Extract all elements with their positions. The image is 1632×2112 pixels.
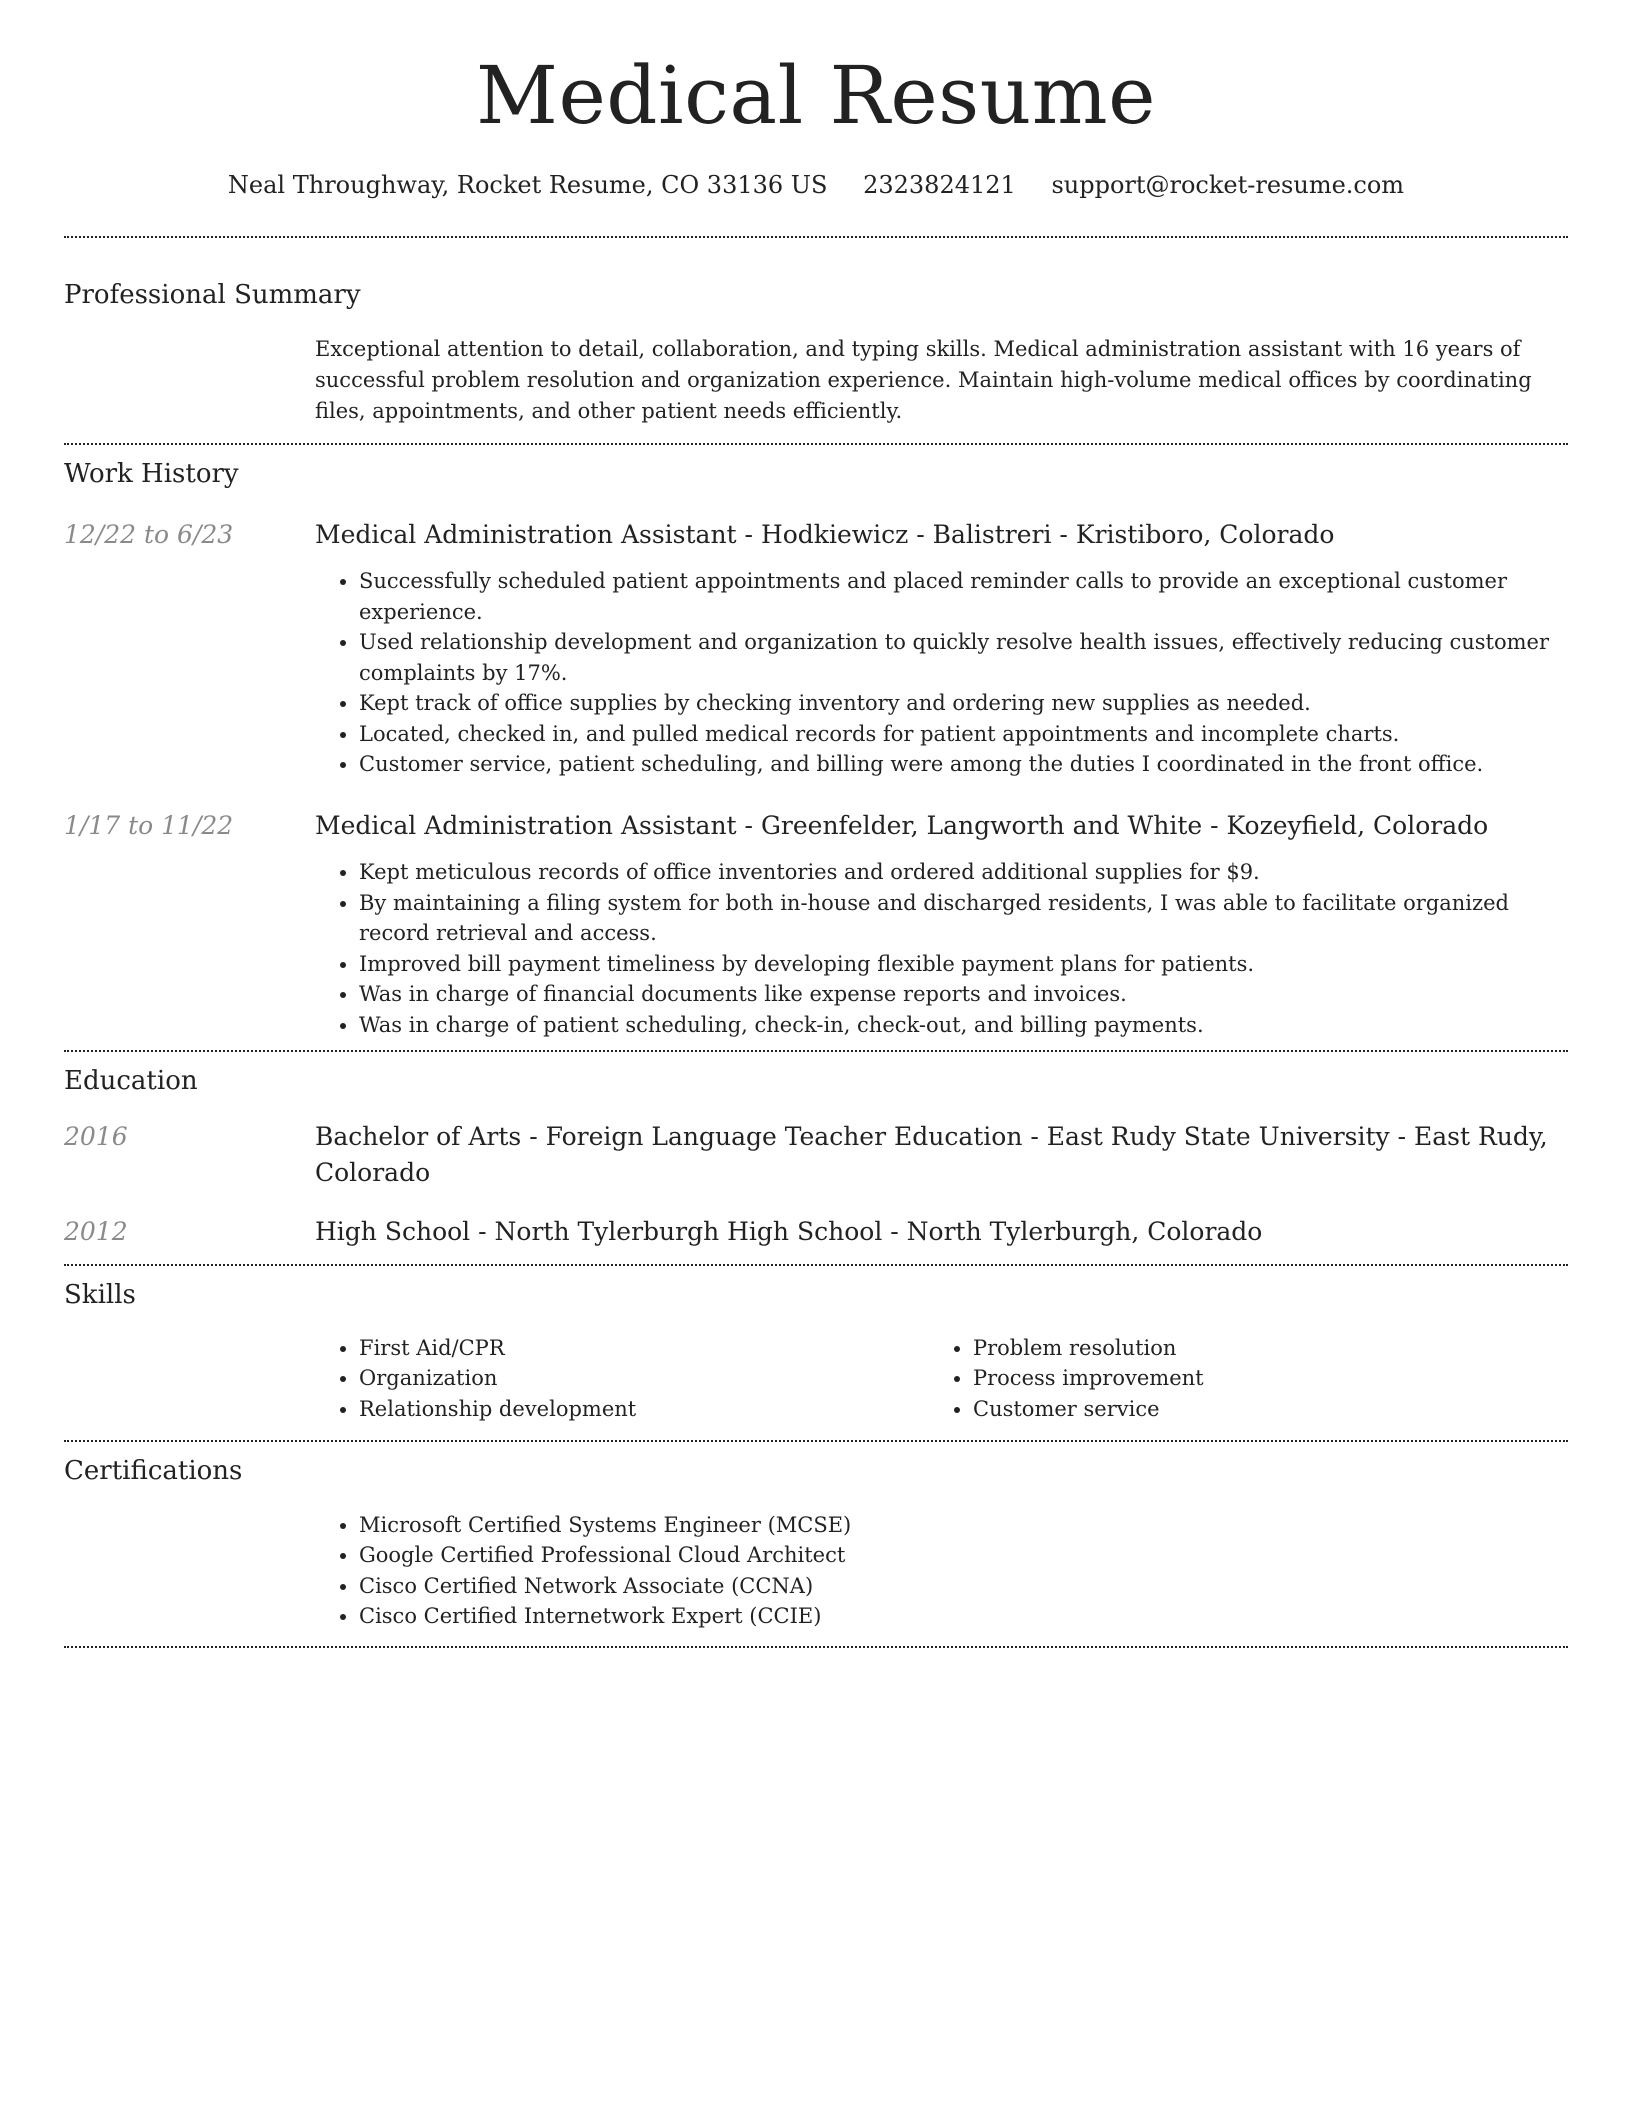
skill-item: • Relationship development [359, 1394, 929, 1425]
education-entry [64, 1119, 1568, 1190]
divider [64, 1646, 1568, 1648]
certifications-section [64, 1456, 1568, 1645]
education-heading: Education [64, 1066, 198, 1097]
skills-section [64, 1280, 1568, 1441]
job-title: Medical Administration Assistant - Hodkiewicz - Balistreri - Kristiboro, Colorado [315, 519, 1335, 549]
job-entry [64, 808, 1568, 1041]
contact-info [64, 170, 1568, 201]
job-duties-list [315, 857, 1568, 1040]
job-duty: • Located, checked in, and pulled medical records for patient appointments and incomplete charts. [359, 719, 1568, 750]
education-entry [64, 1214, 1568, 1250]
certifications-heading: Certifications [64, 1456, 243, 1487]
certification-item: • Cisco Certified Internetwork Expert (CCIE) [359, 1601, 1568, 1632]
resume-page [64, 0, 1568, 1648]
divider [64, 236, 1568, 238]
job-duty: • Was in charge of patient scheduling, check-in, check-out, and billing payments. [359, 1010, 1568, 1041]
resume-title: Medical Resume [476, 49, 1156, 142]
skills-grid [315, 1333, 1568, 1425]
job-duty: • Kept track of office supplies by checking inventory and ordering new supplies as needed. [359, 688, 1568, 719]
summary-section [64, 280, 1568, 443]
skills-list-left [315, 1333, 929, 1425]
job-duty: • Was in charge of financial documents like expense reports and invoices. [359, 979, 1568, 1010]
job-dates: 12/22 to 6/23 [64, 519, 234, 549]
education-title: Bachelor of Arts - Foreign Language Teacher Education - East Rudy State University - East Rudy, Colorado [315, 1122, 1548, 1187]
work-history-heading: Work History [64, 459, 239, 490]
skill-item: • Process improvement [973, 1363, 1543, 1394]
divider [64, 1264, 1568, 1266]
skill-item: • Customer service [973, 1394, 1543, 1425]
education-section [64, 1066, 1568, 1250]
skill-item: • Problem resolution [973, 1333, 1543, 1364]
job-duties-list [315, 566, 1568, 780]
certification-item: • Google Certified Professional Cloud Architect [359, 1540, 1568, 1571]
skills-heading: Skills [64, 1279, 136, 1310]
skill-item: • First Aid/CPR [359, 1333, 929, 1364]
certification-item: • Microsoft Certified Systems Engineer (MCSE) [359, 1510, 1568, 1541]
divider [64, 443, 1568, 445]
education-title: High School - North Tylerburgh High School - North Tylerburgh, Colorado [315, 1217, 1263, 1247]
summary-text: Exceptional attention to detail, collaboration, and typing skills. Medical administration assistant with 16 years of successful problem resolution and organization experience. Maintain high-volume medical offices by coordinating files, appointments, and other patient needs efficiently. [315, 337, 1532, 424]
education-year: 2012 [64, 1217, 128, 1247]
job-duty: • Successfully scheduled patient appointments and placed reminder calls to provide an exceptional customer experience. [359, 566, 1568, 627]
divider [64, 1440, 1568, 1442]
job-duty: • By maintaining a filing system for both in-house and discharged residents, I was able to facilitate organized record retrieval and access. [359, 888, 1568, 949]
job-title: Medical Administration Assistant - Greenfelder, Langworth and White - Kozeyfield, Colorado [315, 810, 1489, 840]
skills-list-right [929, 1333, 1543, 1425]
job-duty: • Improved bill payment timeliness by developing flexible payment plans for patients. [359, 949, 1568, 980]
contact-email[interactable]: support@rocket-resume.com [1051, 171, 1405, 199]
contact-phone: 2323824121 [863, 171, 1016, 199]
job-duty: • Customer service, patient scheduling, and billing were among the duties I coordinated in the front office. [359, 749, 1568, 780]
job-duty: • Used relationship development and organization to quickly resolve health issues, effectively reducing customer complaints by 17%. [359, 627, 1568, 688]
certifications-list [315, 1510, 1568, 1632]
job-dates: 1/17 to 11/22 [64, 810, 234, 840]
divider [64, 1050, 1568, 1052]
certification-item: • Cisco Certified Network Associate (CCNA) [359, 1571, 1568, 1602]
skill-item: • Organization [359, 1363, 929, 1394]
education-year: 2016 [64, 1122, 128, 1152]
contact-address: Neal Throughway, Rocket Resume, CO 33136 US [227, 171, 828, 199]
job-duty: • Kept meticulous records of office inventories and ordered additional supplies for $9. [359, 857, 1568, 888]
job-entry [64, 517, 1568, 780]
work-history-section [64, 459, 1568, 1040]
summary-heading: Professional Summary [64, 280, 361, 311]
